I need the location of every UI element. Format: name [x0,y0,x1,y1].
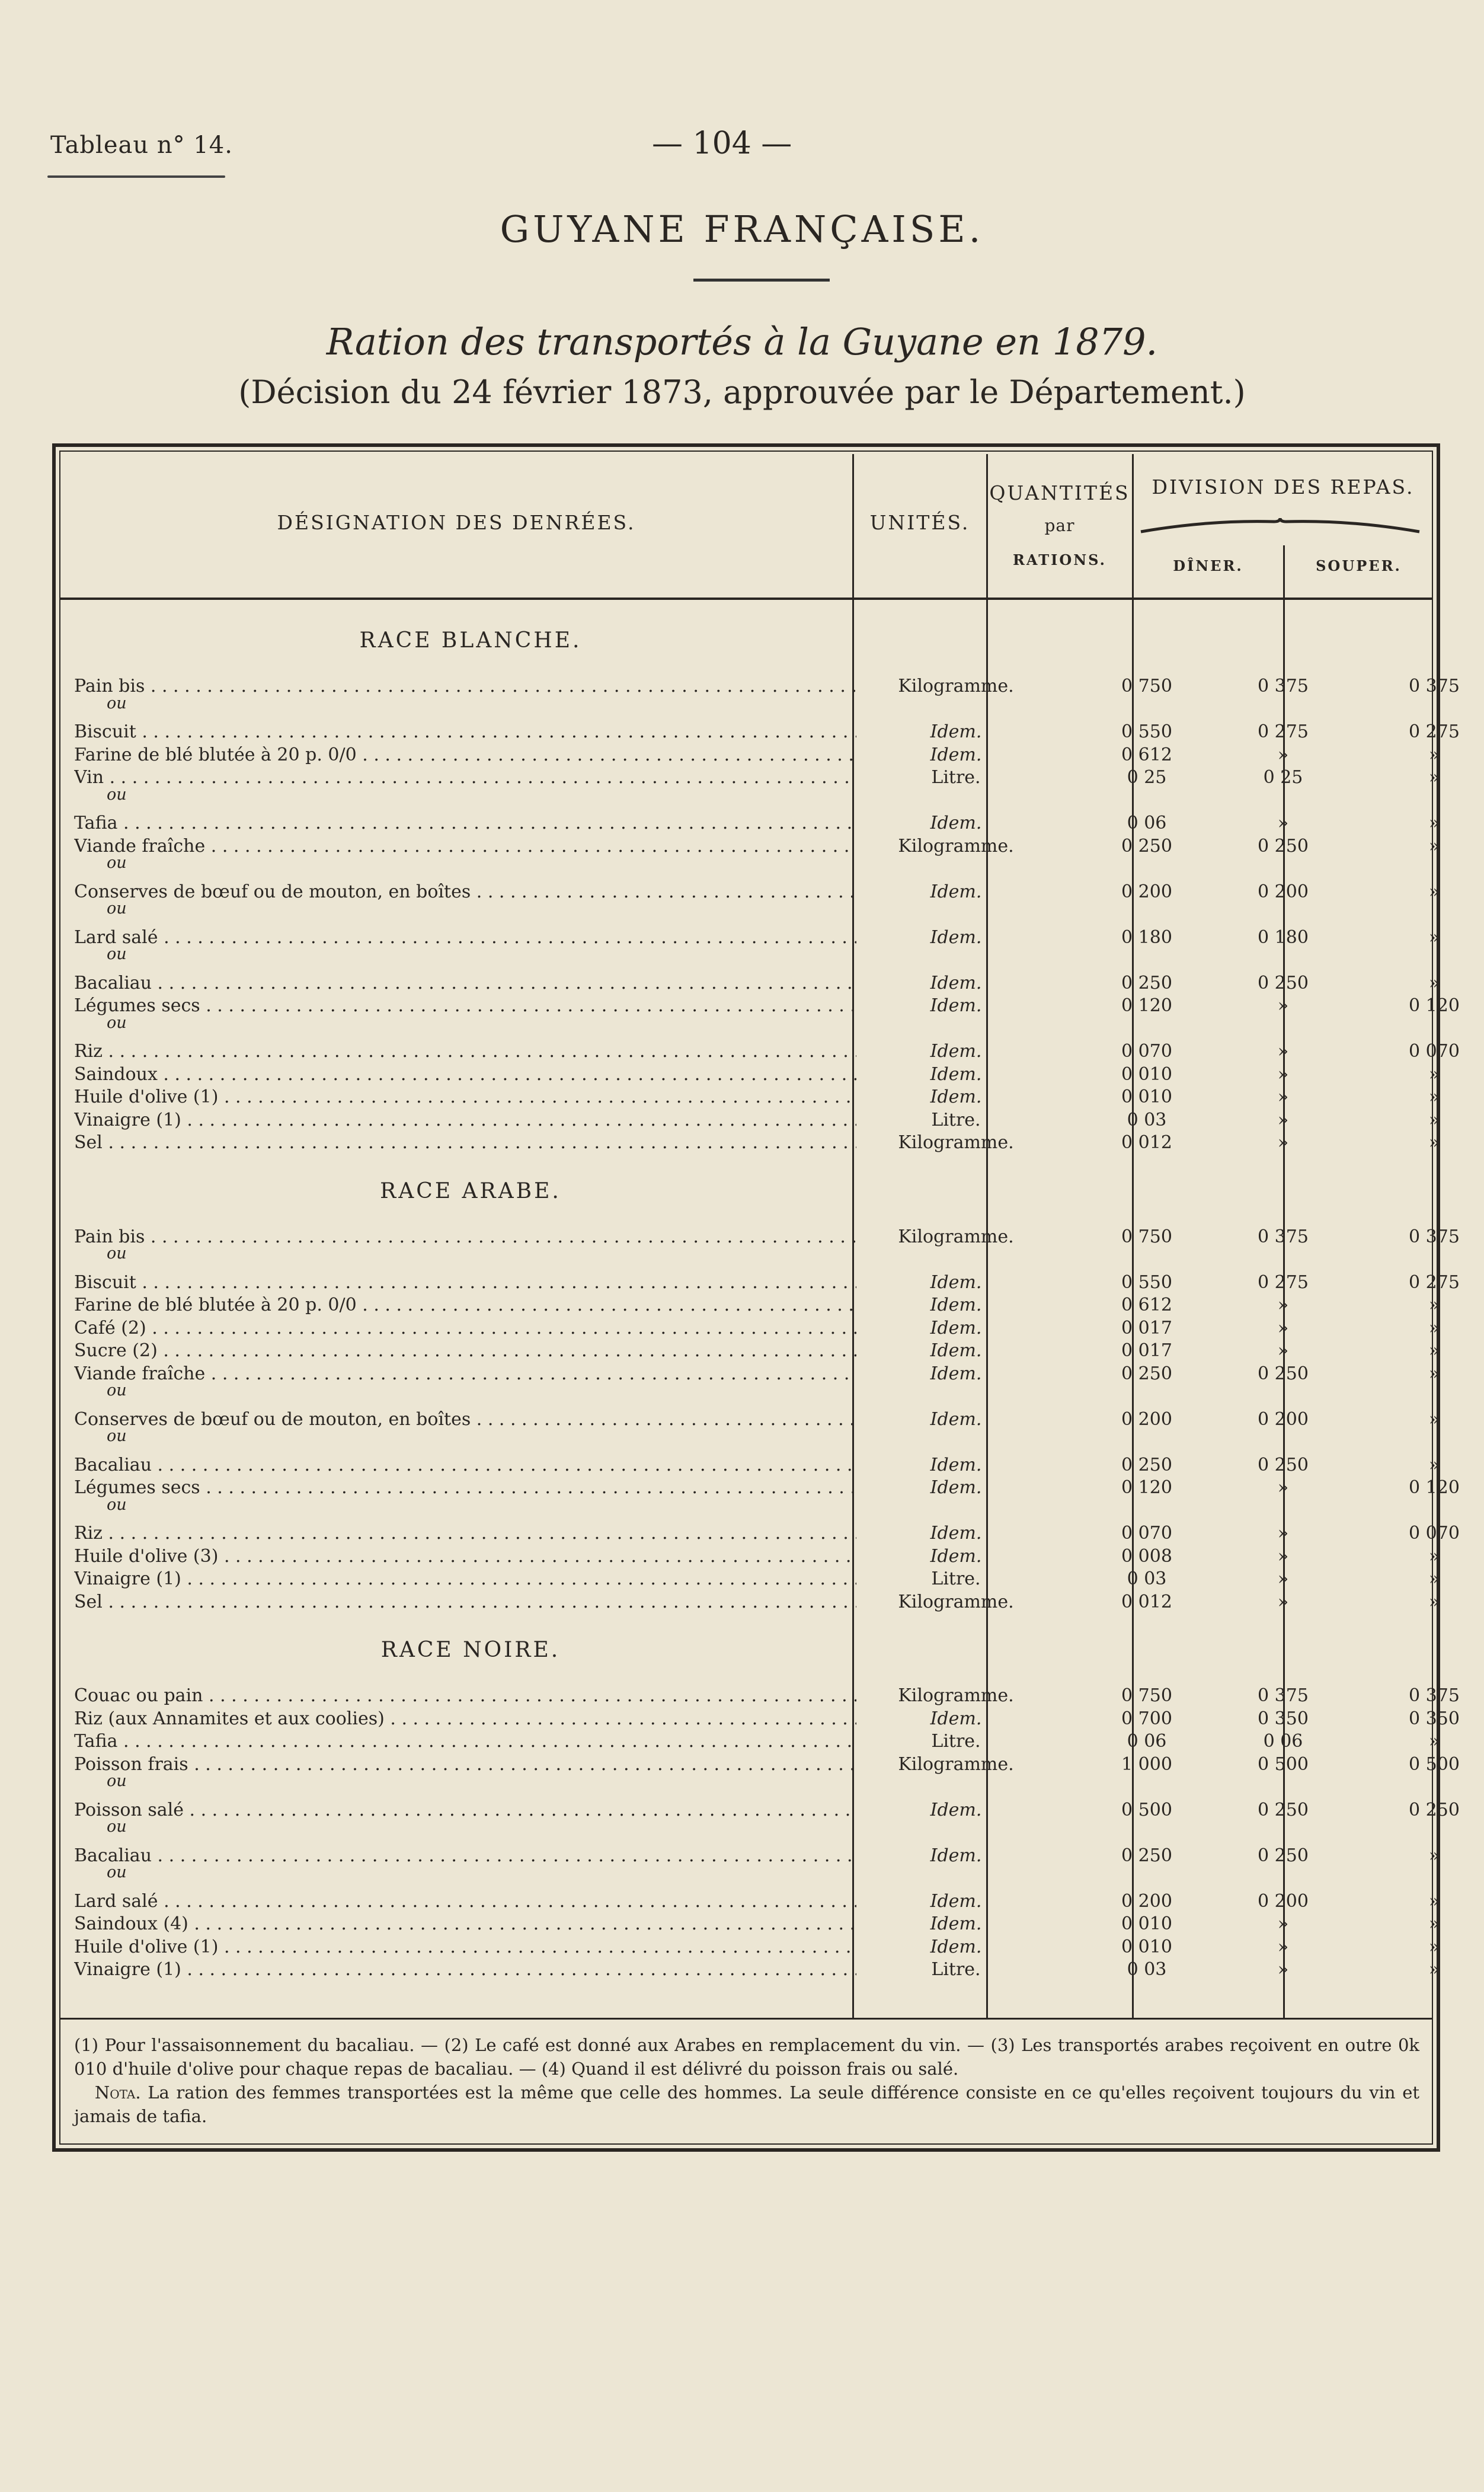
item-label: Saindoux . . . [74,1064,856,1085]
souper-cell: » [1428,1132,1440,1153]
diner-cell: 0 275 [1258,721,1309,742]
diner-cell: » [1277,1132,1289,1153]
unit-cell: Litre. [931,1568,981,1589]
quantity-cell: 0 250 [1121,1845,1172,1866]
quantity-cell: 0 750 [1121,676,1172,697]
item-label: Lard salé . . . [74,927,856,948]
column-header-unites: UNITÉS. [869,511,970,534]
diner-cell: 0 25 [1263,767,1303,788]
unit-cell: Idem. [930,1936,982,1957]
unit-cell: Idem. [930,926,982,948]
diner-cell: 0 275 [1258,1271,1309,1293]
souper-cell: » [1428,1913,1440,1934]
souper-cell: 0 275 [1409,721,1460,742]
souper-cell: » [1428,926,1440,948]
ou-connector: ou [107,785,127,804]
unit-cell: Litre. [931,1109,981,1130]
souper-cell: » [1428,835,1440,857]
table-row [74,676,1460,698]
tableau-underline [47,175,225,178]
item-label: Bacaliau . . . [74,1455,856,1475]
table-row [74,1317,1440,1340]
unit-cell: Idem. [930,1041,982,1062]
item-label: Riz (aux Annamites et aux coolies) . . . [74,1708,856,1729]
quantity-cell: 0 250 [1121,835,1172,857]
unit-cell: Idem. [930,1317,982,1338]
souper-cell: 0 275 [1409,1271,1460,1293]
diner-cell: » [1277,1295,1289,1315]
footnotes-block [74,2033,1419,2128]
page-title: GUYANE FRANÇAISE. [500,207,984,251]
table-row [74,1363,1440,1386]
quantity-cell: 0 070 [1121,1041,1172,1062]
souper-cell: » [1428,1591,1440,1612]
ou-connector: ou [107,1427,127,1445]
souper-cell: » [1428,1959,1440,1980]
quantity-cell: 0 700 [1121,1708,1172,1729]
quantity-cell: 0 06 [1127,1731,1167,1752]
notes-top-rule [59,2018,1433,2020]
quantity-cell: 0 012 [1121,1132,1172,1153]
diner-cell: 0 180 [1258,926,1309,948]
souper-cell: 0 070 [1409,1523,1460,1544]
diner-cell: 0 250 [1258,1845,1309,1866]
diner-cell: » [1277,1568,1289,1589]
souper-cell: » [1428,1936,1440,1957]
item-label: Biscuit . . . [74,1272,856,1293]
quantity-cell: 0 06 [1127,813,1167,833]
item-label: Huile d'olive (3) . . . [74,1546,856,1567]
unit-cell: Idem. [930,1845,982,1866]
diner-cell: » [1277,1959,1289,1980]
quantity-cell: 0 250 [1121,1454,1172,1475]
unit-cell: Kilogramme. [898,1685,1014,1706]
unit-cell: Idem. [930,1890,982,1912]
souper-cell: » [1428,1731,1440,1752]
diner-cell: 0 375 [1258,1226,1309,1247]
item-label: Légumes secs . . . [74,995,856,1016]
nota-paragraph [74,2081,1419,2128]
quantity-cell: 0 750 [1121,1685,1172,1706]
table-row [74,1271,1460,1295]
souper-cell: » [1428,1087,1440,1107]
item-label: Couac ou pain . . . [74,1685,856,1706]
diner-cell: » [1277,1041,1289,1062]
unit-cell: Idem. [930,1340,982,1361]
diner-cell: 0 250 [1258,1799,1309,1820]
quantity-cell: 0 550 [1121,1271,1172,1293]
table-row [74,1041,1460,1063]
souper-cell: 0 375 [1409,676,1460,697]
item-label: Saindoux (4) . . . [74,1913,856,1934]
diner-cell: 0 500 [1258,1753,1309,1775]
souper-cell: 0 350 [1409,1708,1460,1729]
unit-cell: Idem. [930,1477,982,1498]
unit-cell: Idem. [930,1408,982,1430]
diner-cell: 0 06 [1263,1731,1303,1752]
column-header-diner: DÎNER. [1173,557,1243,574]
unit-cell: Idem. [930,1799,982,1820]
item-label: Vinaigre (1) . . . [74,1568,856,1589]
table-row [74,926,1440,950]
item-label: Poisson salé . . . [74,1800,856,1820]
souper-cell: » [1428,1845,1440,1866]
diner-cell: » [1277,744,1289,765]
quantity-cell: 0 200 [1121,1408,1172,1430]
table-row [74,1799,1460,1822]
diner-cell: » [1277,1317,1289,1338]
table-row [74,972,1440,995]
ou-connector: ou [107,899,127,918]
quantity-cell: 0 03 [1127,1109,1167,1130]
table-row [74,1753,1460,1777]
souper-cell: 0 375 [1409,1226,1460,1247]
item-label: Sel . . . [74,1592,856,1612]
unit-cell: Idem. [930,1913,982,1934]
table-row [74,1959,1440,1982]
unit-cell: Idem. [930,1087,982,1107]
table-row [74,1731,1440,1753]
ou-connector: ou [107,1381,127,1400]
quantity-cell: 0 008 [1121,1545,1172,1567]
item-label: Poisson frais . . . [74,1754,856,1775]
table-row [74,1845,1440,1868]
unit-cell: Litre. [931,1959,981,1980]
ou-connector: ou [107,1863,127,1881]
souper-cell: » [1428,1363,1440,1384]
unit-cell: Idem. [930,995,982,1016]
column-header-quantites-rations: RATIONS. [1012,551,1106,568]
table-row [74,1685,1460,1708]
unit-cell: Idem. [930,744,982,765]
table-row [74,1890,1440,1913]
unit-cell: Idem. [930,881,982,902]
quantity-cell: 0 010 [1121,1087,1172,1107]
item-label: Tafia . . . [74,1731,856,1752]
souper-cell: » [1428,881,1440,902]
column-header-quantites: QUANTITÉS [989,481,1130,504]
souper-cell: » [1428,972,1440,993]
item-label: Farine de blé blutée à 20 p. 0/0 . . . [74,745,856,765]
table-row [74,1109,1440,1132]
quantity-cell: 0 120 [1121,1477,1172,1498]
unit-cell: Idem. [930,1363,982,1384]
unit-cell: Idem. [930,813,982,833]
item-label: Vin . . . [74,767,856,788]
diner-cell: » [1277,1523,1289,1544]
diner-cell: » [1277,1087,1289,1107]
column-header-designation: DÉSIGNATION DES DENRÉES. [277,511,636,534]
table-row [74,1226,1460,1249]
diner-cell: » [1277,1591,1289,1612]
unit-cell: Idem. [930,721,982,742]
item-label: Pain bis . . . [74,1226,856,1247]
page-subtitle: Ration des transportés à la Guyane en 1879. [326,320,1158,363]
title-underline [693,279,830,282]
table-row [74,721,1460,744]
souper-cell: 0 070 [1409,1041,1460,1062]
table-row [74,1340,1440,1363]
item-label: Bacaliau . . . [74,973,856,993]
item-label: Pain bis . . . [74,676,856,697]
item-label: Tafia . . . [74,813,856,833]
footnotes-text: (1) Pour l'assaisonnement du bacaliau. — (2) Le café est donné aux Arabes en remplacement du vin. — (3) Les transportés arabes reçoivent en outre 0k 010 d'huile d'olive pour chaque repas de bacaliau. — (4) Quand il est délivré du poisson frais ou salé. [74,2035,1419,2079]
table-row [74,744,1440,767]
table-row [74,1454,1440,1477]
tableau-number: Tableau n° 14. [50,132,233,159]
table-row [74,881,1440,904]
quantity-cell: 0 017 [1121,1317,1172,1338]
diner-cell: 0 250 [1258,1363,1309,1384]
souper-cell: 0 500 [1409,1753,1460,1775]
item-label: Riz . . . [74,1041,856,1062]
division-brace [1138,517,1422,535]
unit-cell: Kilogramme. [898,835,1014,857]
column-header-division: DIVISION DES REPAS. [1152,475,1415,499]
unit-cell: Kilogramme. [898,1132,1014,1153]
decision-note: (Décision du 24 février 1873, approuvée par le Département.) [238,373,1246,411]
unit-cell: Idem. [930,1708,982,1729]
table-row [74,1087,1440,1109]
item-label: Conserves de bœuf ou de mouton, en boîtes . . . [74,1409,856,1430]
quantity-cell: 0 03 [1127,1959,1167,1980]
unit-cell: Kilogramme. [898,676,1014,697]
table-row [74,1523,1460,1545]
table-row [74,1591,1440,1614]
page-number: — 104 — [652,126,792,161]
souper-cell: 0 120 [1409,995,1460,1016]
quantity-cell: 1 000 [1121,1753,1172,1775]
unit-cell: Idem. [930,1271,982,1293]
souper-cell: » [1428,744,1440,765]
quantity-cell: 0 25 [1127,767,1167,788]
ou-connector: ou [107,694,127,713]
souper-cell: » [1428,1568,1440,1589]
section-heading: RACE ARABE. [380,1178,561,1203]
column-header-quantites-par: par [1044,516,1075,535]
diner-cell: » [1277,1936,1289,1957]
quantity-cell: 0 200 [1121,1890,1172,1912]
diner-cell: » [1277,995,1289,1016]
table-row [74,1132,1440,1155]
quantity-cell: 0 612 [1121,744,1172,765]
diner-cell: 0 250 [1258,835,1309,857]
ou-connector: ou [107,854,127,872]
souper-cell: » [1428,1545,1440,1567]
table-row [74,1708,1460,1731]
item-label: Légumes secs . . . [74,1477,856,1498]
section-heading: RACE BLANCHE. [359,628,582,653]
table-row [74,1408,1440,1432]
unit-cell: Litre. [931,1731,981,1752]
souper-cell: 0 375 [1409,1685,1460,1706]
diner-cell: 0 250 [1258,972,1309,993]
quantity-cell: 0 03 [1127,1568,1167,1589]
ou-connector: ou [107,1013,127,1032]
quantity-cell: 0 550 [1121,721,1172,742]
souper-cell: » [1428,1295,1440,1315]
diner-cell: 0 350 [1258,1708,1309,1729]
unit-cell: Idem. [930,972,982,993]
ou-connector: ou [107,1244,127,1263]
quantity-cell: 0 612 [1121,1295,1172,1315]
item-label: Café (2) . . . [74,1318,856,1338]
quantity-cell: 0 180 [1121,926,1172,948]
table-row [74,1545,1440,1568]
nota-text: La ration des femmes transportées est la même que celle des hommes. La seule différence consiste en ce qu'elles reçoivent toujours du vin et jamais de tafia. [74,2082,1420,2126]
item-label: Huile d'olive (1) . . . [74,1937,856,1957]
ou-connector: ou [107,945,127,963]
nota-label: Nota. [94,2082,141,2103]
table-row [74,1936,1440,1959]
quantity-cell: 0 010 [1121,1936,1172,1957]
souper-cell: » [1428,1890,1440,1912]
table-row [74,1295,1440,1317]
unit-cell: Idem. [930,1523,982,1544]
unit-cell: Idem. [930,1545,982,1567]
ou-connector: ou [107,1817,127,1836]
diner-cell: 0 375 [1258,676,1309,697]
quantity-cell: 0 017 [1121,1340,1172,1361]
unit-cell: Idem. [930,1454,982,1475]
header-bottom-rule [59,598,1433,600]
unit-cell: Kilogramme. [898,1226,1014,1247]
unit-cell: Idem. [930,1063,982,1085]
diner-cell: » [1277,1913,1289,1934]
quantity-cell: 0 250 [1121,1363,1172,1384]
table-row [74,835,1440,858]
diner-cell: » [1277,1477,1289,1498]
table-row [74,1913,1440,1936]
souper-cell: 0 250 [1409,1799,1460,1820]
quantity-cell: 0 010 [1121,1913,1172,1934]
item-label: Biscuit . . . [74,721,856,742]
quantity-cell: 0 070 [1121,1523,1172,1544]
item-label: Conserves de bœuf ou de mouton, en boîtes . . . [74,881,856,902]
table-row [74,995,1460,1018]
quantity-cell: 0 012 [1121,1591,1172,1612]
item-label: Viande fraîche . . . [74,1363,856,1384]
quantity-cell: 0 250 [1121,972,1172,993]
column-header-souper: SOUPER. [1316,557,1402,574]
table-row [74,1063,1440,1087]
section-heading: RACE NOIRE. [380,1638,561,1662]
diner-cell: » [1277,1063,1289,1085]
souper-cell: » [1428,1317,1440,1338]
souper-cell: » [1428,1408,1440,1430]
diner-cell: » [1277,1545,1289,1567]
souper-cell: » [1428,1340,1440,1361]
ou-connector: ou [107,1495,127,1514]
quantity-cell: 0 500 [1121,1799,1172,1820]
item-label: Vinaigre (1) . . . [74,1110,856,1130]
table-row [74,767,1440,790]
quantity-cell: 0 120 [1121,995,1172,1016]
item-label: Huile d'olive (1) . . . [74,1087,856,1107]
diner-cell: 0 375 [1258,1685,1309,1706]
ou-connector: ou [107,1772,127,1790]
item-label: Bacaliau . . . [74,1845,856,1866]
unit-cell: Kilogramme. [898,1591,1014,1612]
table-row [74,1568,1440,1591]
diner-cell: 0 200 [1258,881,1309,902]
diner-cell: 0 200 [1258,1890,1309,1912]
souper-cell: » [1428,1109,1440,1130]
diner-cell: » [1277,813,1289,833]
diner-cell: 0 250 [1258,1454,1309,1475]
diner-cell: 0 200 [1258,1408,1309,1430]
souper-cell: » [1428,767,1440,788]
unit-cell: Idem. [930,1295,982,1315]
souper-cell: » [1428,1063,1440,1085]
unit-cell: Litre. [931,767,981,788]
souper-cell: 0 120 [1409,1477,1460,1498]
quantity-cell: 0 200 [1121,881,1172,902]
item-label: Lard salé . . . [74,1891,856,1912]
quantity-cell: 0 750 [1121,1226,1172,1247]
item-label: Viande fraîche . . . [74,836,856,857]
table-row [74,1477,1460,1500]
souper-cell: » [1428,813,1440,833]
item-label: Sucre (2) . . . [74,1340,856,1361]
item-label: Riz . . . [74,1523,856,1544]
diner-cell: » [1277,1109,1289,1130]
souper-cell: » [1428,1454,1440,1475]
item-label: Sel . . . [74,1132,856,1153]
item-label: Vinaigre (1) . . . [74,1959,856,1980]
item-label: Farine de blé blutée à 20 p. 0/0 . . . [74,1295,856,1315]
table-row [74,813,1440,835]
diner-cell: » [1277,1340,1289,1361]
quantity-cell: 0 010 [1121,1063,1172,1085]
unit-cell: Kilogramme. [898,1753,1014,1775]
